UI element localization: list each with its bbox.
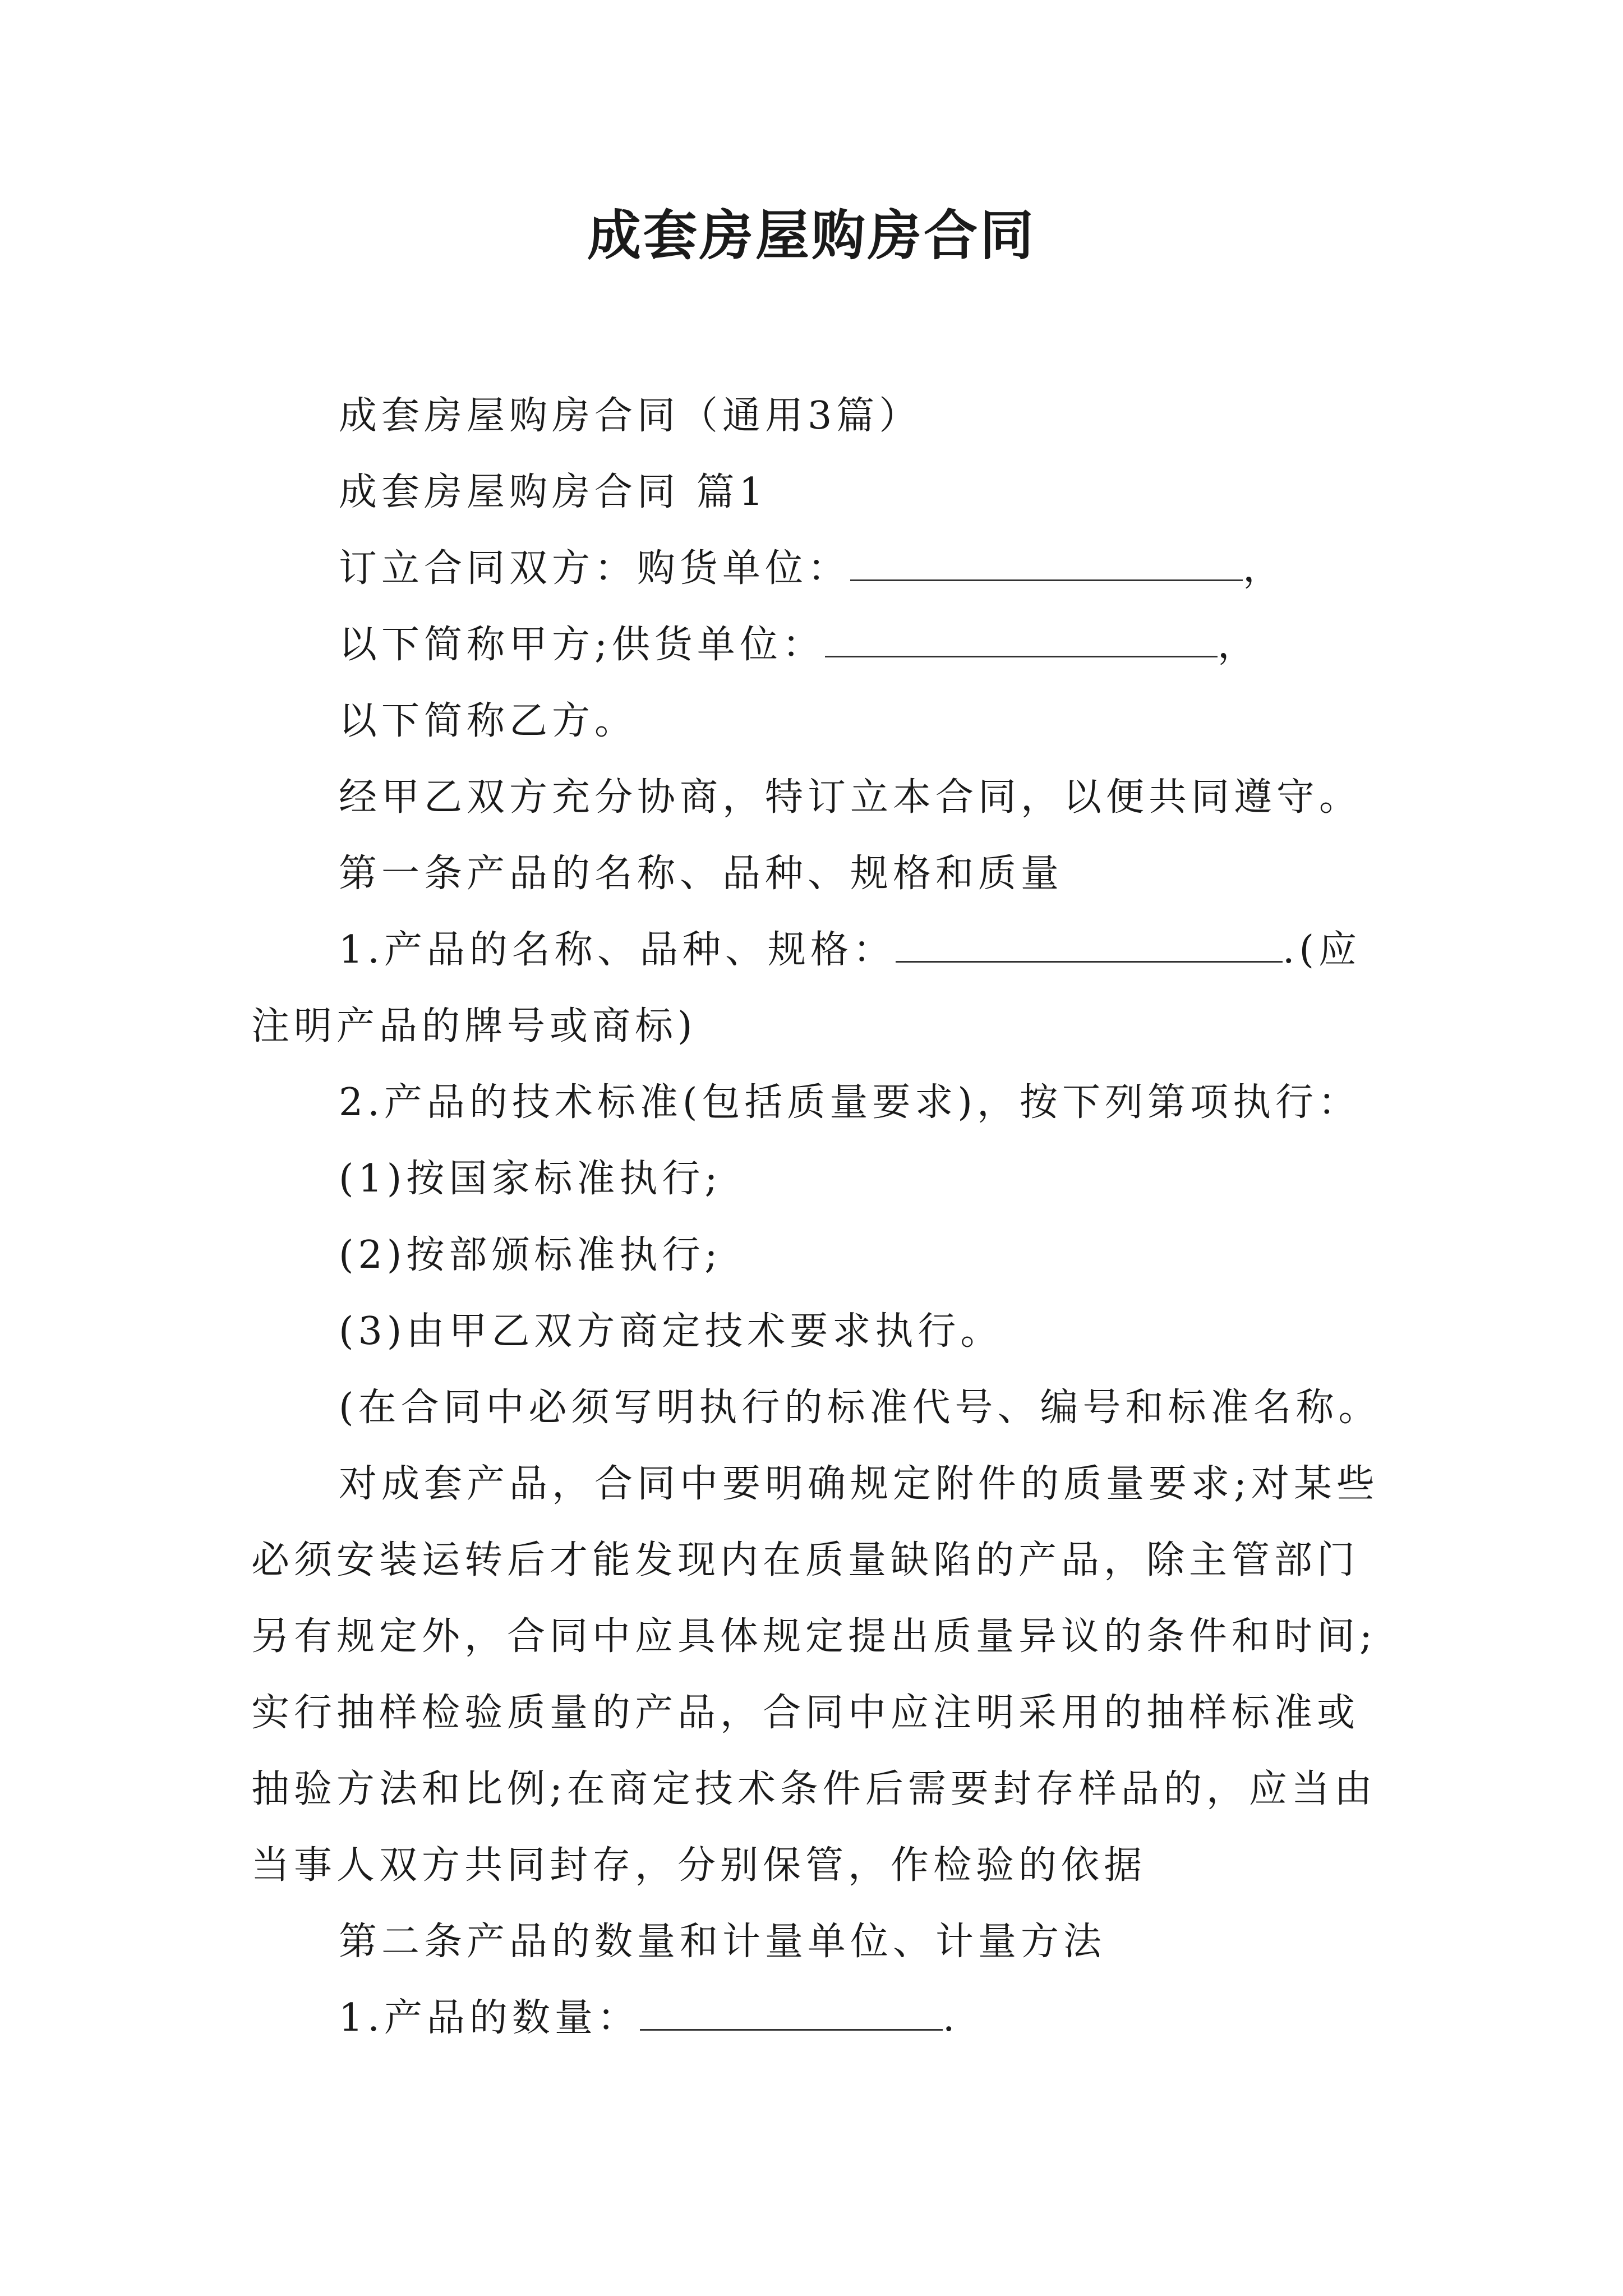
paragraph-subtitle: 成套房屋购房合同（通用3篇） (339, 394, 922, 438)
paragraph-item-3: (3)由甲乙双方商定技术要求执行。 (339, 1309, 1003, 1354)
paragraph-complete-product: 对成套产品，合同中要明确规定附件的质量要求;对某些必须安装运转后才能发现内在质量缺陷的产品，除主管部门另有规定外，合同中应具体规定提出质量异议的条件和时间;实行抽样检验质量的产品，合同中应注明采用的抽样标准或抽验方法和比例;在商定技术条件后需要封存样品的，应当由当事人双方共同封存，分别保管，作检验的依据 (251, 1462, 1379, 1888)
paragraph-standard-note: (在合同中必须写明执行的标准代号、编号和标准名称。 (339, 1386, 1381, 1430)
supplier-punct: ， (1217, 623, 1260, 667)
buyer-blank (850, 546, 1243, 581)
paragraph-supplier (251, 607, 1391, 683)
paragraph-product-name (251, 912, 1391, 1065)
supplier-label: 以下简称甲方;供货单位： (339, 623, 825, 667)
quantity-blank (640, 1995, 943, 2031)
paragraph-quantity (251, 1980, 1391, 2056)
paragraph-article-2: 第二条产品的数量和计量单位、计量方法 (339, 1920, 1106, 1964)
paragraph-article-1: 第一条产品的名称、品种、规格和质量 (339, 852, 1064, 896)
quantity-punct: . (942, 1996, 960, 2040)
product-name-note: .(应注明产品的牌号或商标) (251, 928, 1362, 1048)
paragraph-tech-standard: 2.产品的技术标准(包括质量要求)，按下列第项执行： (339, 1080, 1361, 1125)
document-title: 成套房屋购房合同 (587, 204, 1036, 267)
paragraph-party-b: 以下简称乙方。 (339, 699, 638, 743)
quantity-label: 1.产品的数量： (339, 1996, 640, 2040)
paragraph-item-1: (1)按国家标准执行; (339, 1157, 722, 1201)
paragraph-buyer (251, 531, 1391, 607)
supplier-blank (825, 622, 1218, 657)
buyer-punct: ， (1243, 546, 1286, 591)
document-body (251, 378, 1391, 2056)
buyer-label: 订立合同双方：购货单位： (339, 546, 851, 591)
product-name-blank (896, 927, 1283, 963)
paragraph-item-2: (2)按部颁标准执行; (339, 1233, 722, 1277)
paragraph-section-heading: 成套房屋购房合同 篇1 (339, 470, 768, 514)
paragraph-agreement: 经甲乙双方充分协商，特订立本合同，以便共同遵守。 (339, 775, 1362, 820)
product-name-label: 1.产品的名称、品种、规格： (339, 928, 896, 972)
